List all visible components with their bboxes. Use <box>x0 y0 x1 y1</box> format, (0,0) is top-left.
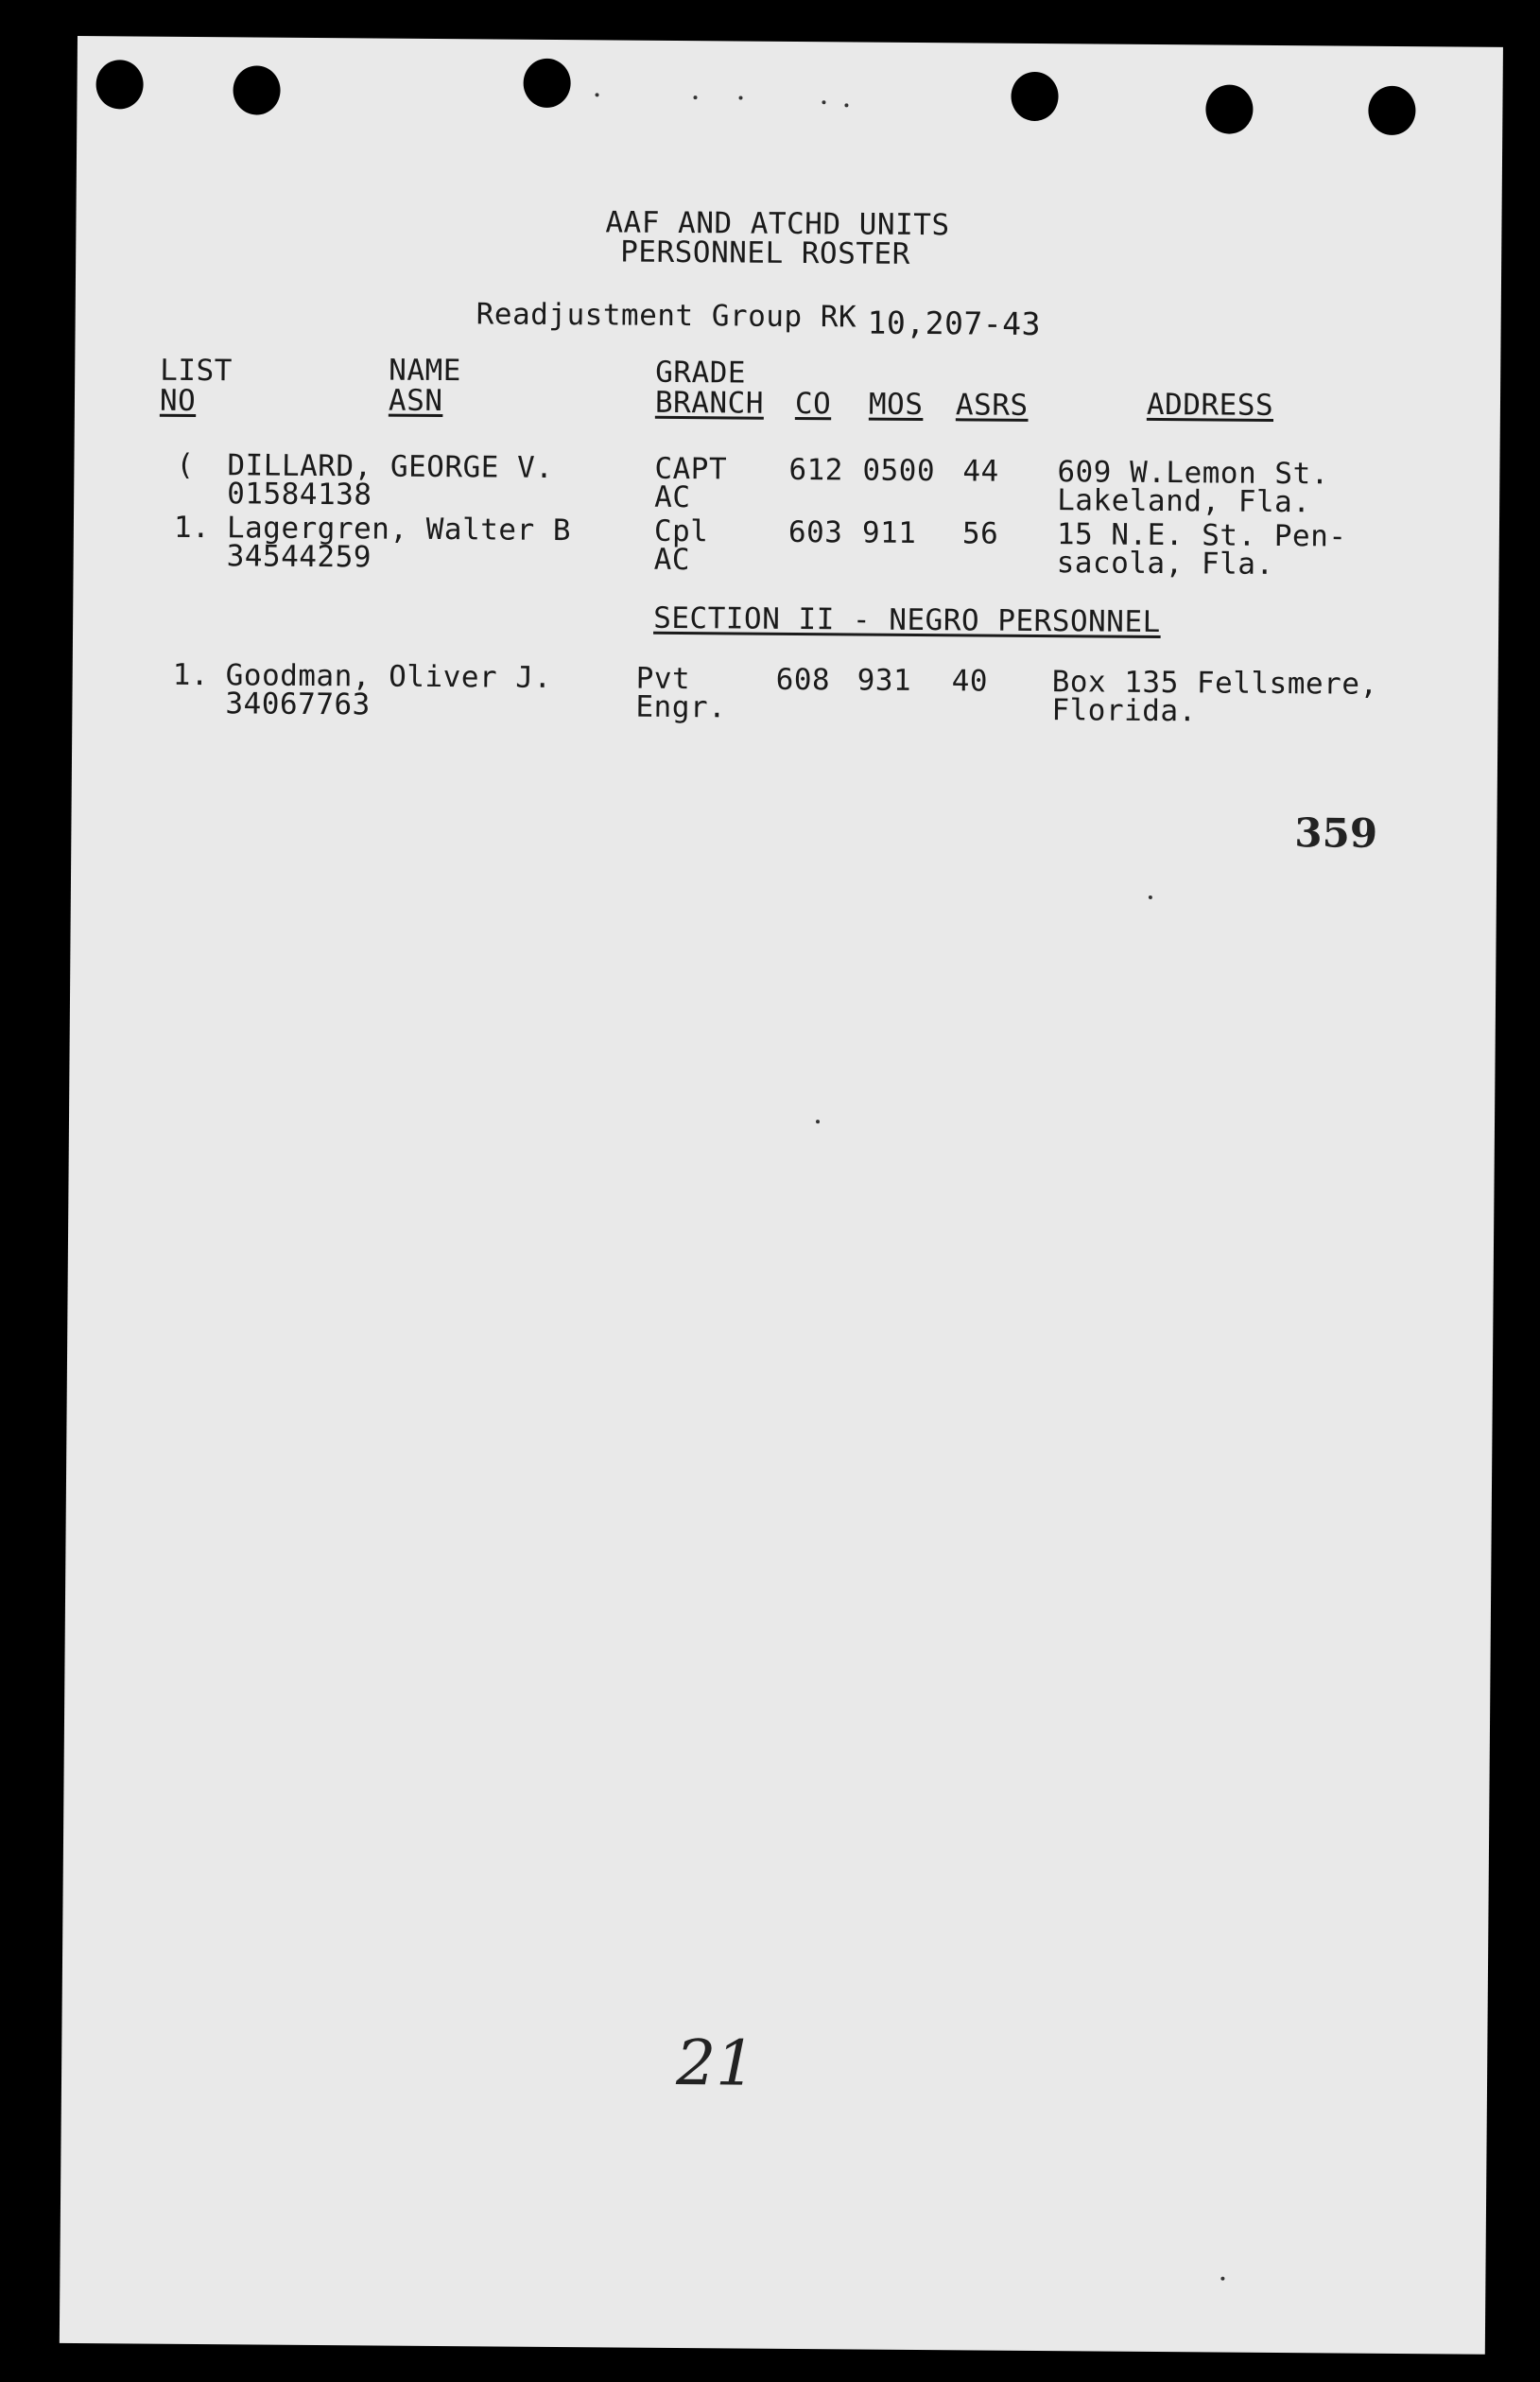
row-address-line2: Florida. <box>1051 693 1197 729</box>
col-co: CO <box>794 386 832 422</box>
row-branch: AC <box>654 479 691 515</box>
row-grade: Cpl <box>653 513 709 549</box>
row-asrs: 56 <box>961 516 999 551</box>
punch-hole <box>523 59 570 108</box>
speck <box>816 1120 820 1123</box>
row-co: 603 <box>787 514 843 550</box>
row-mos: 931 <box>857 663 912 698</box>
punch-hole <box>233 65 280 114</box>
roster-title-line1: AAF AND ATCHD UNITS <box>605 205 950 243</box>
row-mos: 0500 <box>862 453 936 489</box>
row-name: Lagergren, Walter B <box>226 511 572 548</box>
handwritten-number: 21 <box>675 2026 756 2100</box>
row-asn: 01584138 <box>227 477 372 513</box>
row-address-line1: Box 135 Fellsmere, <box>1051 665 1378 702</box>
row-grade: CAPT <box>654 451 728 487</box>
row-address-line1: 609 W.Lemon St. <box>1057 455 1330 492</box>
punch-hole <box>1205 84 1253 133</box>
row-branch: AC <box>653 542 691 578</box>
row-asn: 34067763 <box>225 687 371 722</box>
row-name: DILLARD, GEORGE V. <box>227 448 554 485</box>
col-name-top: NAME <box>389 353 462 389</box>
row-asrs: 40 <box>951 664 989 699</box>
punch-hole <box>1011 72 1058 121</box>
row-list-no: ( <box>176 447 195 482</box>
roster-title-line2: PERSONNEL ROSTER <box>620 235 910 271</box>
row-asrs: 44 <box>962 454 999 489</box>
group-label: Readjustment Group RK <box>476 297 857 335</box>
col-grade-top: GRADE <box>655 355 747 391</box>
roster-sheet <box>60 36 1503 2355</box>
speck <box>822 100 825 104</box>
group-number: 10,207-43 <box>867 304 1042 343</box>
row-list-no: 1. <box>173 510 211 546</box>
row-name: Goodman, Oliver J. <box>225 658 552 695</box>
col-list-bottom: NO <box>159 383 197 418</box>
col-asrs: ASRS <box>955 388 1029 423</box>
row-branch: Engr. <box>635 689 727 725</box>
speck <box>738 96 742 99</box>
col-name-bottom: ASN <box>388 383 443 419</box>
row-co: 612 <box>788 452 844 488</box>
speck <box>1149 895 1152 899</box>
col-list-top: LIST <box>160 353 234 389</box>
row-asn: 34544259 <box>226 539 372 575</box>
row-address-line1: 15 N.E. St. Pen- <box>1056 517 1347 554</box>
punch-hole <box>95 60 143 109</box>
row-grade: Pvt <box>635 661 691 697</box>
speck <box>844 103 848 107</box>
row-co: 608 <box>775 662 831 698</box>
punch-hole <box>1368 86 1415 135</box>
row-mos: 911 <box>861 515 917 550</box>
row-address-line2: Lakeland, Fla. <box>1057 483 1311 520</box>
col-address: ADDRESS <box>1146 387 1274 423</box>
col-grade-bottom: BRANCH <box>654 385 765 421</box>
speck <box>693 96 697 99</box>
section-title: SECTION II - NEGRO PERSONNEL <box>653 600 1161 640</box>
speck <box>596 93 599 96</box>
row-list-no: 1. <box>172 657 210 693</box>
speck <box>1220 2277 1224 2281</box>
col-mos: MOS <box>868 387 924 423</box>
page-number-stamp: 359 <box>1294 809 1378 857</box>
row-address-line2: sacola, Fla. <box>1056 546 1274 582</box>
